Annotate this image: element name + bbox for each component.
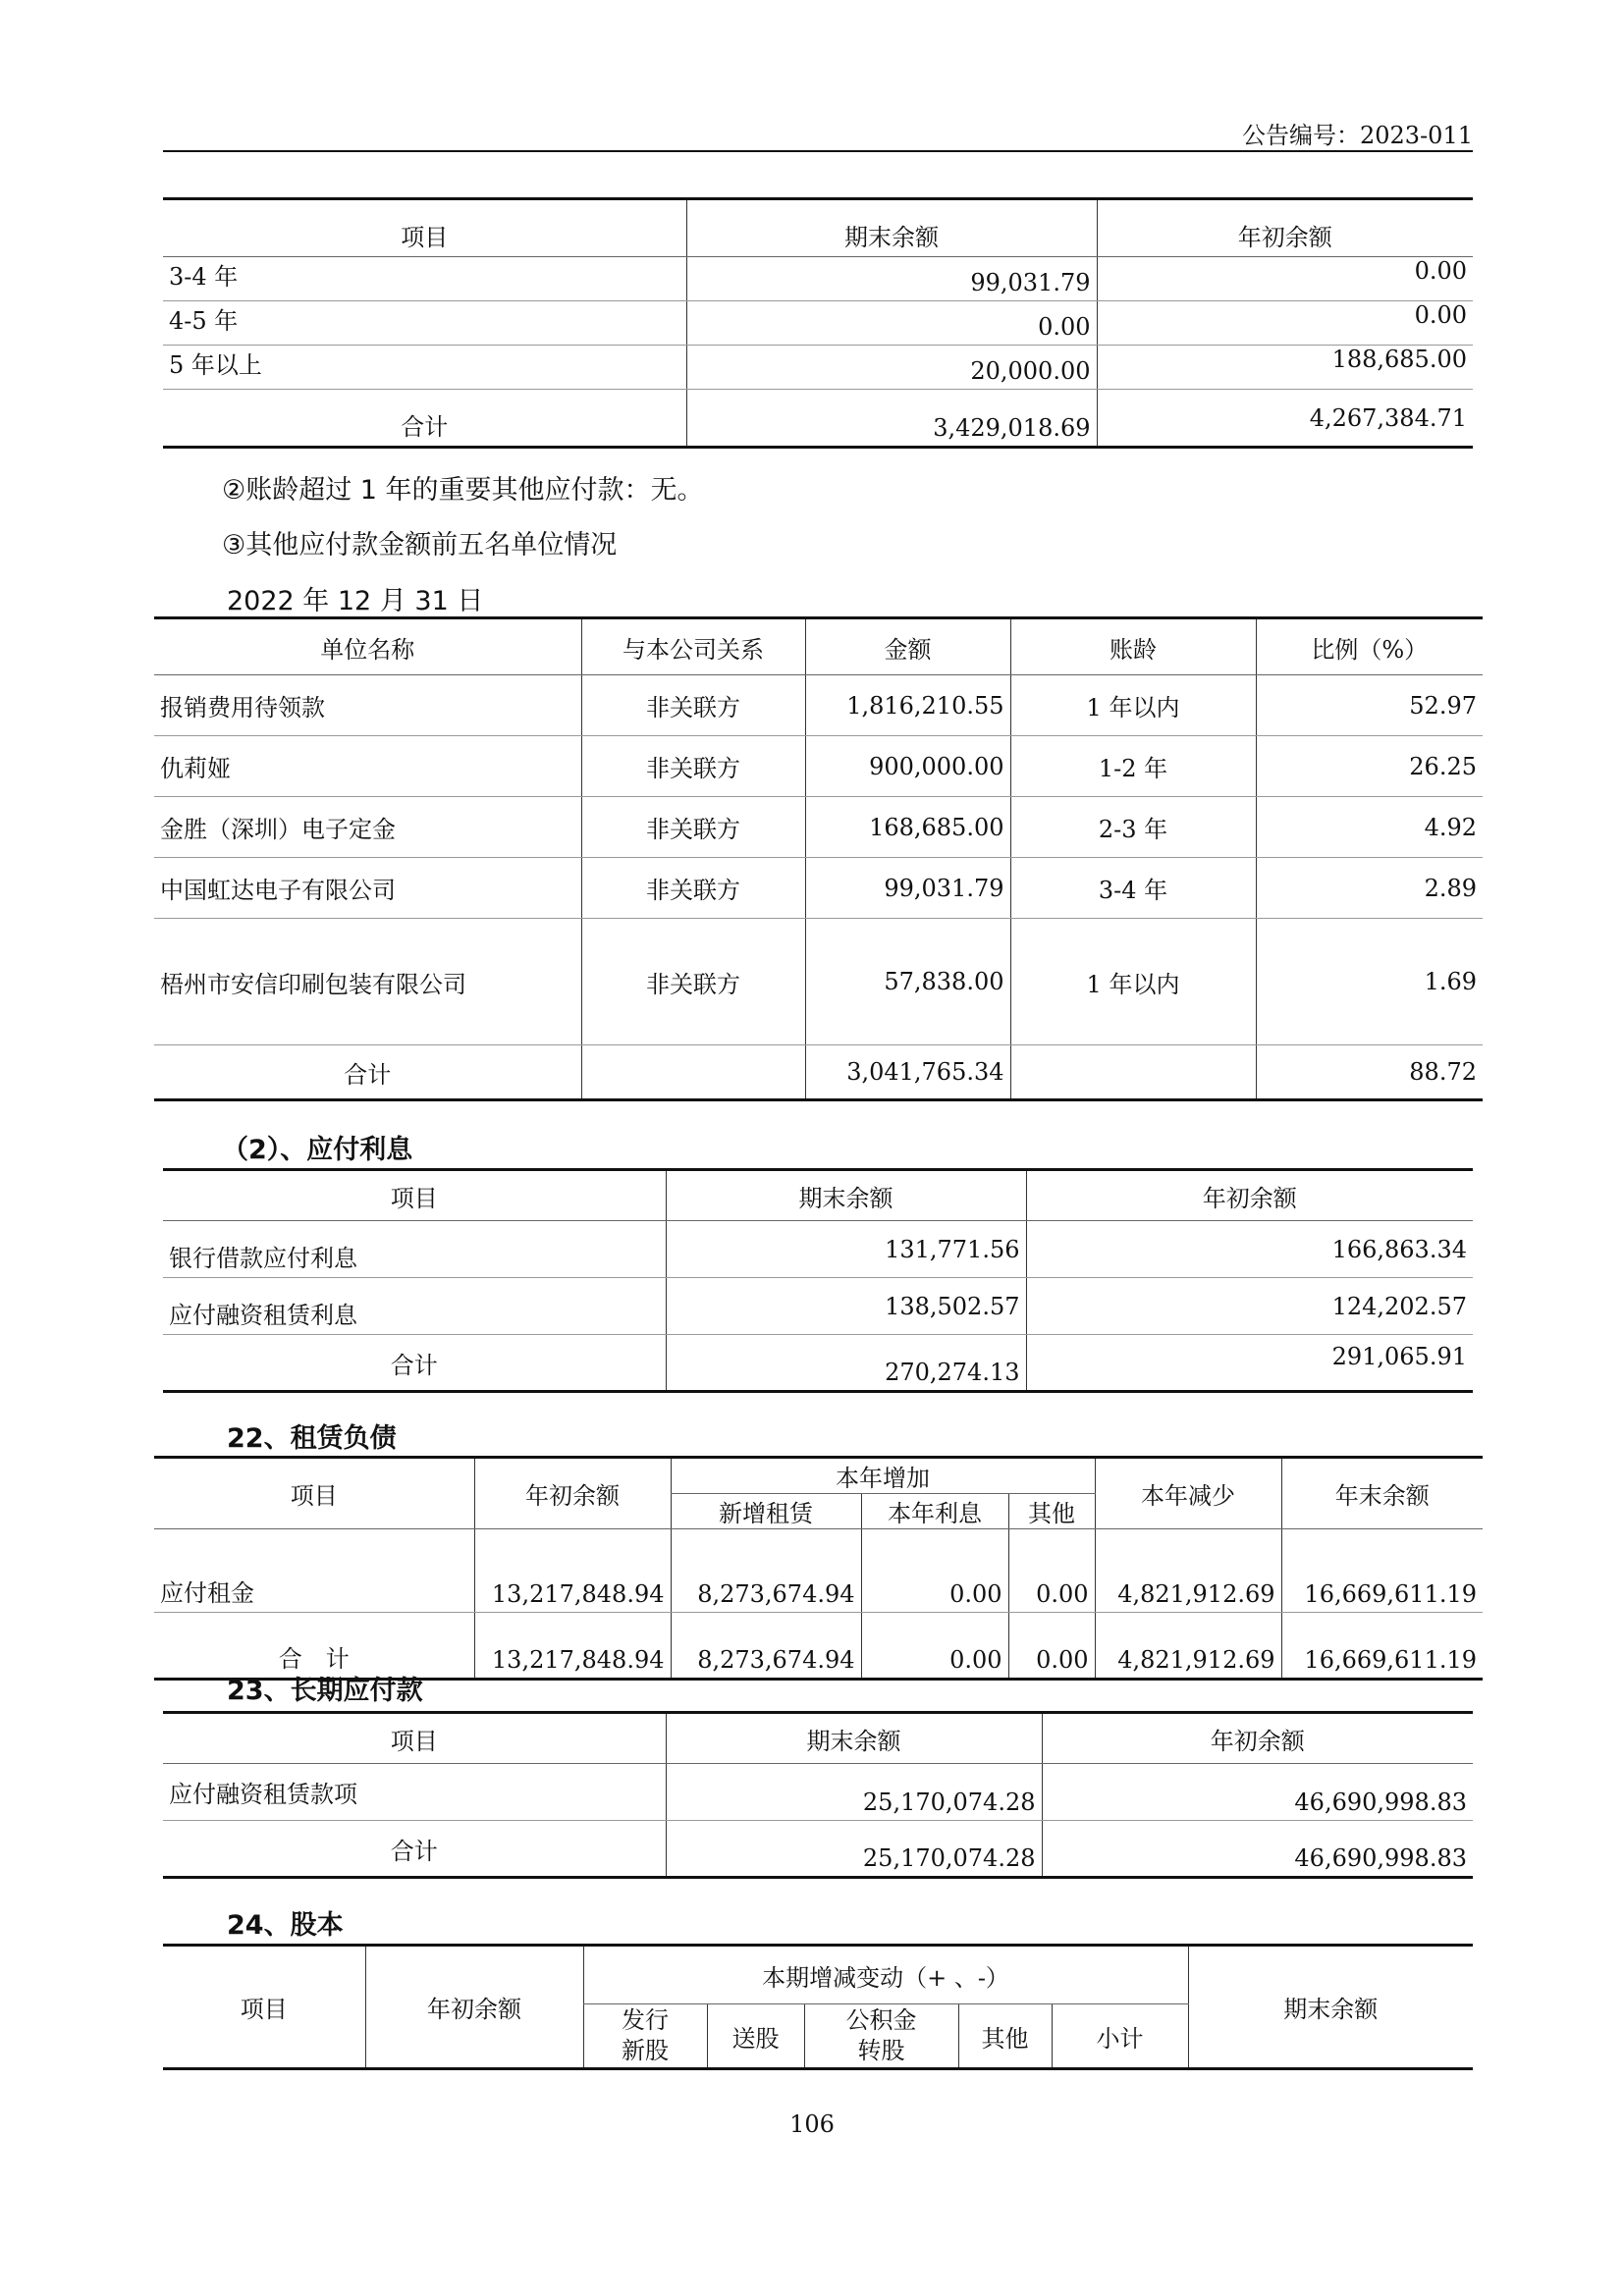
col-header-company: 单位名称 (154, 618, 581, 675)
total-opening: 291,065.91 (1026, 1335, 1473, 1392)
row-ratio: 2.89 (1256, 858, 1483, 919)
row-closing: 138,502.57 (666, 1278, 1026, 1335)
col-header-item: 项目 (240, 1996, 288, 2023)
total-closing: 3,429,018.69 (686, 390, 1097, 448)
col-header-interest: 本年利息 (861, 1494, 1008, 1529)
row-item: 应付租金 (154, 1529, 474, 1613)
row-opening: 166,863.34 (1026, 1221, 1473, 1278)
section-title-longterm: 23、长期应付款 (227, 1676, 423, 1706)
col-header-closing: 期末余额 (686, 199, 1097, 257)
longterm-payables-table (163, 1711, 1473, 1879)
row-item: 银行借款应付利息 (163, 1221, 666, 1278)
lease-liabilities-table (154, 1456, 1483, 1681)
row-company: 中国虹达电子有限公司 (154, 858, 581, 919)
notice-number: 公告编号：2023-011 (1242, 122, 1473, 149)
total-amount: 3,041,765.34 (805, 1045, 1010, 1100)
row-ratio: 26.25 (1256, 736, 1483, 797)
row-aging: 1 年以内 (1010, 675, 1256, 736)
aging-table (163, 197, 1473, 449)
col-header-item: 项目 (163, 1713, 666, 1764)
table-row (163, 1221, 1473, 1278)
row-item: 应付融资租赁款项 (163, 1764, 666, 1821)
row-item: 3-4 年 (163, 257, 686, 301)
table-row (154, 675, 1483, 736)
col-header-opening: 年初余额 (1042, 1713, 1473, 1764)
row-closing: 0.00 (686, 301, 1097, 346)
row-ratio: 52.97 (1256, 675, 1483, 736)
col-header-bonus: 送股 (707, 2004, 804, 2069)
total-label: 合 计 (278, 1645, 350, 1673)
col-header-reserve-line1: 公积金 (845, 2006, 917, 2034)
total-row (163, 390, 1473, 448)
page-number: 106 (789, 2110, 835, 2138)
section-title-lease: 22、租赁负债 (227, 1423, 397, 1454)
note-top-five-heading: ③其他应付款金额前五名单位情况 (222, 530, 618, 561)
total-opening: 4,267,384.71 (1097, 390, 1473, 448)
total-label: 合计 (401, 413, 449, 441)
row-opening: 124,202.57 (1026, 1278, 1473, 1335)
col-header-ratio: 比例（%） (1256, 618, 1483, 675)
total-other: 0.00 (1008, 1613, 1095, 1680)
row-item: 5 年以上 (163, 346, 686, 390)
row-opening: 13,217,848.94 (474, 1529, 671, 1613)
row-other: 0.00 (1008, 1529, 1095, 1613)
col-header-aging: 账龄 (1010, 618, 1256, 675)
row-relation: 非关联方 (581, 736, 805, 797)
row-opening: 188,685.00 (1097, 346, 1473, 390)
total-relation (581, 1045, 805, 1100)
row-amount: 168,685.00 (805, 797, 1010, 858)
table-row (154, 1529, 1483, 1613)
row-decrease: 4,821,912.69 (1095, 1529, 1281, 1613)
col-header-issue-line2: 新股 (622, 2037, 669, 2064)
row-amount: 57,838.00 (805, 919, 1010, 1045)
row-company: 仇莉娅 (154, 736, 581, 797)
row-opening: 46,690,998.83 (1042, 1764, 1473, 1821)
total-label: 合计 (344, 1060, 392, 1089)
col-header-other: 其他 (1008, 1494, 1095, 1529)
row-company: 报销费用待领款 (154, 675, 581, 736)
row-closing: 16,669,611.19 (1281, 1529, 1483, 1613)
row-item: 4-5 年 (163, 301, 686, 346)
row-relation: 非关联方 (581, 797, 805, 858)
col-header-other: 其他 (958, 2004, 1052, 2069)
row-new-lease: 8,273,674.94 (671, 1529, 861, 1613)
col-header-opening: 年初余额 (474, 1458, 671, 1529)
row-relation: 非关联方 (581, 919, 805, 1045)
row-ratio: 4.92 (1256, 797, 1483, 858)
col-header-change: 本期增减变动（+ 、-） (583, 1946, 1188, 2004)
col-header-opening: 年初余额 (365, 1946, 583, 2069)
header-rule (163, 150, 1473, 152)
total-opening: 46,690,998.83 (1042, 1821, 1473, 1878)
share-capital-table (163, 1944, 1473, 2070)
total-row (163, 1821, 1473, 1878)
table-row (163, 301, 1473, 346)
table-row (163, 257, 1473, 301)
col-header-reserve (804, 2004, 958, 2069)
table-row (154, 858, 1483, 919)
total-decrease: 4,821,912.69 (1095, 1613, 1281, 1680)
col-header-issue-line1: 发行 (622, 2006, 669, 2034)
row-item: 应付融资租赁利息 (163, 1278, 666, 1335)
table-row (163, 346, 1473, 390)
row-closing: 25,170,074.28 (666, 1764, 1042, 1821)
row-closing: 20,000.00 (686, 346, 1097, 390)
row-aging: 1 年以内 (1010, 919, 1256, 1045)
col-header-subtotal: 小计 (1052, 2004, 1188, 2069)
col-header-opening: 年初余额 (1026, 1170, 1473, 1221)
col-header-increase: 本年增加 (671, 1458, 1095, 1494)
col-header-reserve-line2: 转股 (857, 2037, 905, 2064)
row-interest: 0.00 (861, 1529, 1008, 1613)
total-closing: 16,669,611.19 (1281, 1613, 1483, 1680)
total-closing: 270,274.13 (666, 1335, 1026, 1392)
row-relation: 非关联方 (581, 675, 805, 736)
row-aging: 2-3 年 (1010, 797, 1256, 858)
col-header-amount: 金额 (805, 618, 1010, 675)
row-amount: 1,816,210.55 (805, 675, 1010, 736)
row-company: 金胜（深圳）电子定金 (154, 797, 581, 858)
section-title-capital: 24、股本 (227, 1910, 344, 1941)
total-row (163, 1335, 1473, 1392)
col-header-new-lease: 新增租赁 (671, 1494, 861, 1529)
table-row (163, 1278, 1473, 1335)
col-header-opening: 年初余额 (1097, 199, 1473, 257)
row-opening: 0.00 (1097, 301, 1473, 346)
col-header-closing: 期末余额 (1188, 1946, 1473, 2069)
total-opening: 13,217,848.94 (474, 1613, 671, 1680)
row-ratio: 1.69 (1256, 919, 1483, 1045)
row-opening: 0.00 (1097, 257, 1473, 301)
table-row (154, 797, 1483, 858)
row-company: 梧州市安信印刷包装有限公司 (154, 919, 581, 1045)
total-ratio: 88.72 (1256, 1045, 1483, 1100)
interest-payable-table (163, 1168, 1473, 1393)
total-interest: 0.00 (861, 1613, 1008, 1680)
total-label: 合计 (390, 1837, 438, 1865)
col-header-closing: 期末余额 (666, 1713, 1042, 1764)
total-closing: 25,170,074.28 (666, 1821, 1042, 1878)
col-header-relation: 与本公司关系 (581, 618, 805, 675)
col-header-issue (583, 2004, 707, 2069)
total-aging (1010, 1045, 1256, 1100)
col-header-item: 项目 (154, 1458, 474, 1529)
col-header-closing: 年末余额 (1281, 1458, 1483, 1529)
table-row (163, 1764, 1473, 1821)
note-no-significant-payables: ②账龄超过 1 年的重要其他应付款：无。 (222, 475, 704, 506)
row-aging: 1-2 年 (1010, 736, 1256, 797)
row-closing: 99,031.79 (686, 257, 1097, 301)
total-new-lease: 8,273,674.94 (671, 1613, 861, 1680)
col-header-item: 项目 (163, 199, 686, 257)
row-closing: 131,771.56 (666, 1221, 1026, 1278)
row-aging: 3-4 年 (1010, 858, 1256, 919)
table-row (154, 919, 1483, 1045)
date-line: 2022 年 12 月 31 日 (227, 586, 484, 616)
table-row (154, 736, 1483, 797)
row-amount: 900,000.00 (805, 736, 1010, 797)
col-header-item: 项目 (163, 1170, 666, 1221)
total-label: 合计 (390, 1351, 438, 1379)
total-row (154, 1045, 1483, 1100)
row-amount: 99,031.79 (805, 858, 1010, 919)
top-five-table (154, 616, 1483, 1101)
col-header-decrease: 本年减少 (1095, 1458, 1281, 1529)
col-header-closing: 期末余额 (666, 1170, 1026, 1221)
section-title-interest: （2）、应付利息 (222, 1135, 413, 1165)
row-relation: 非关联方 (581, 858, 805, 919)
